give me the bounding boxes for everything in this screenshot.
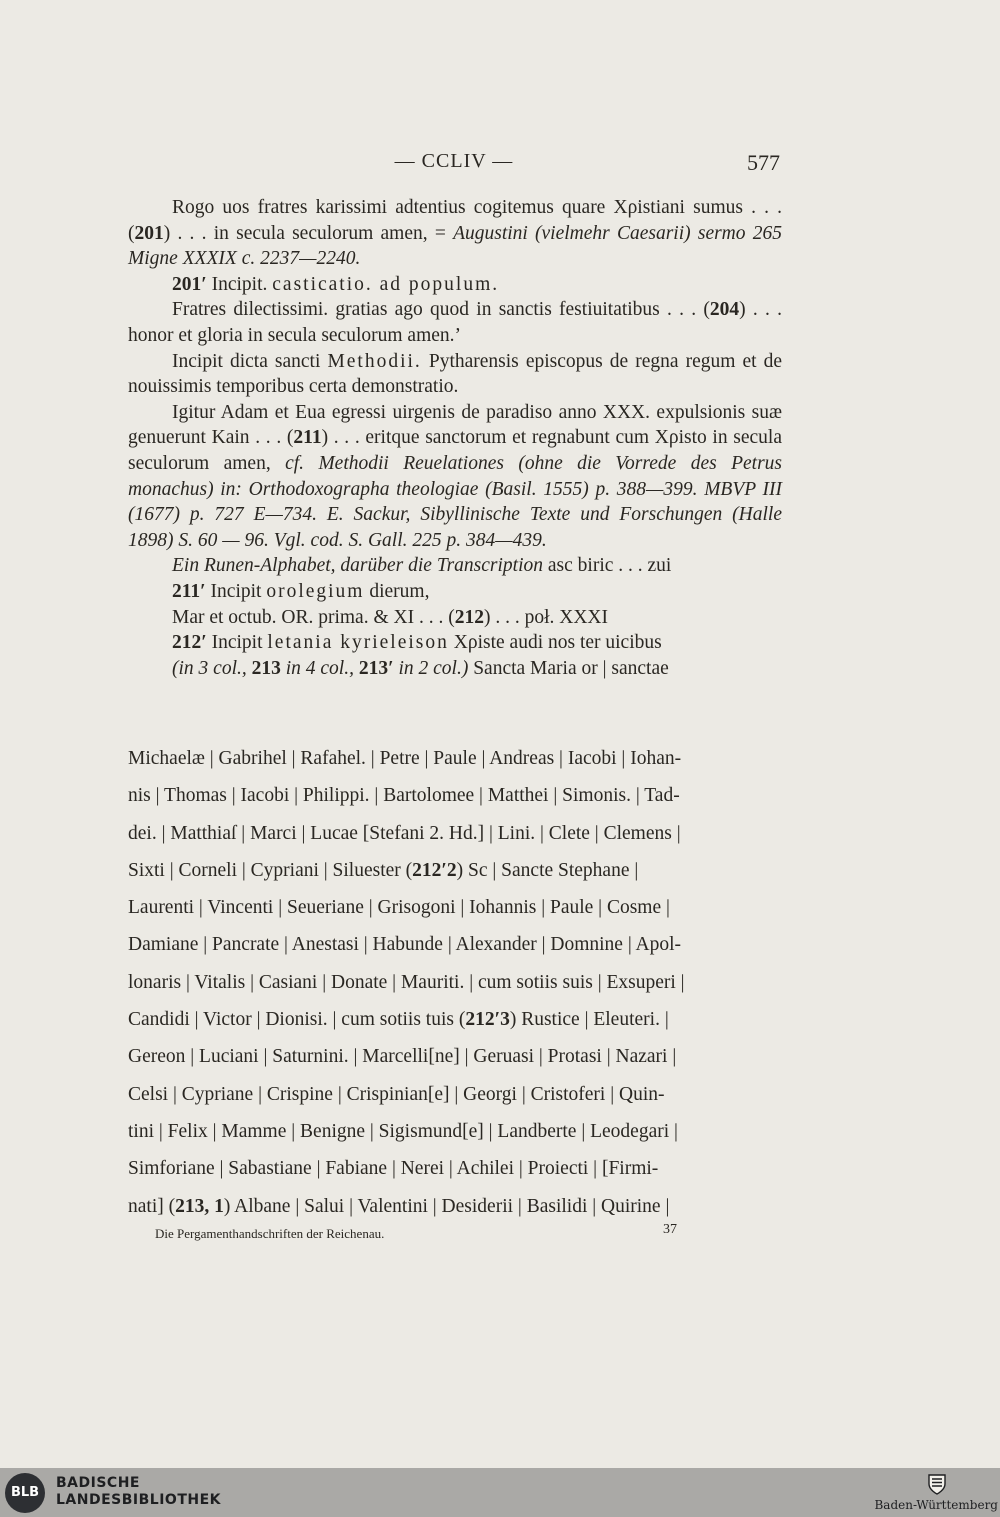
litany-line: nis | Thomas | Iacobi | Philippi. | Bartolomee | Matthei | Simonis. | Tad- — [128, 785, 680, 807]
litany-line: nati] (213, 1) Albane | Salui | Valentini | Desiderii | Basilidi | Quirine | — [128, 1195, 670, 1217]
litany-line: Gereon | Luciani | Saturnini. | Marcelli[ne] | Geruasi | Protasi | Nazari | — [128, 1046, 677, 1068]
litany-columns — [128, 740, 782, 1225]
paragraph-5: Igitur Adam et Eua egressi uirgenis de paradiso anno XXX. expulsionis suæ genuerunt Kain . . . (211) . . . eritque sanctorum et regnabunt cum Χρisto in secula seculorum amen, cf. Methodii Reuelationes (ohne die Vorrede des Petrus monachus) in: Orthodoxographa theologiae (Basil. 1555) p. 388—399. MBVP III (1677) p. 727 E—734. E. Sackur, Sibyllinische Texte und Forschungen (Halle 1898) S. 60 — 96. Vgl. cod. S. Gall. 225 p. 384—439. — [128, 401, 783, 551]
paragraph-8: Mar et octub. OR. prima. & XI . . . (212) . . . poł. XXXI — [172, 606, 608, 628]
litany-line: tini | Felix | Mamme | Benigne | Sigismund[e] | Landberte | Leodegari | — [128, 1120, 678, 1142]
litany-line: Celsi | Cypriane | Crispine | Crispinian[e] | Georgi | Cristoferi | Quin- — [128, 1083, 665, 1105]
litany-line: Michaelæ | Gabrihel | Rafahel. | Petre | Paule | Andreas | Iacobi | Iohan- — [128, 748, 682, 769]
page-footer — [155, 1222, 685, 1242]
running-head — [128, 150, 780, 180]
paragraph-2: 201′ Incipit. casticatio. ad populum. — [172, 273, 500, 295]
baden-wuerttemberg-crest-icon — [925, 1472, 949, 1496]
page-number: 577 — [747, 150, 780, 175]
paragraph-4: Incipit dicta sancti Methodii. Pytharensis episcopus de regna regum et de nouissimis temporibus certa demonstratio. — [128, 350, 782, 398]
litany-line: dei. | Matthiaſ | Marci | Lucae [Stefani 2. Hd.] | Lini. | Clete | Clemens | — [128, 822, 681, 844]
footer-book-title: Die Pergamenthandschriften der Reichenau. — [155, 1226, 385, 1241]
litany-line: Simforiane | Sabastiane | Fabiane | Nerei | Achilei | Proiecti | [Firmi- — [128, 1158, 659, 1180]
signature-mark: 37 — [663, 1222, 677, 1237]
litany-line: lonaris | Vitalis | Casiani | Donate | Mauriti. | cum sotiis suis | Exsuperi | — [128, 971, 685, 993]
blb-logo[interactable]: BLB — [5, 1473, 45, 1513]
paragraph-7: 211′ Incipit orolegium dierum, — [172, 580, 430, 602]
state-label: Baden-Württemberg — [874, 1498, 998, 1512]
paragraph-1: Rogo uos fratres karissimi adtentius cogitemus quare Χρistiani sumus . . . (201) . . . in secula seculorum amen, = Augustini (vielmehr Caesarii) sermo 265 Migne XXXIX c. 2237—2240. — [128, 197, 782, 270]
library-bar — [0, 1468, 1000, 1517]
paragraph-3: Fratres dilectissimi. gratias ago quod in sanctis festiuitatibus . . . (204) . . . honor et gloria in secula seculorum amen.’ — [128, 299, 782, 346]
paragraph-10: (in 3 col., 213 in 4 col., 213′ in 2 col.) Sancta Maria or | sanctae — [172, 657, 669, 679]
litany-line: Candidi | Victor | Dionisi. | cum sotiis tuis (212′3) Rustice | Eleuteri. | — [128, 1009, 669, 1031]
paragraph-9: 212′ Incipit letania kyrieleison Χρiste audi nos ter uicibus — [172, 632, 662, 654]
library-name[interactable]: BADISCHE LANDESBIBLIOTHEK — [56, 1475, 222, 1508]
body-text — [128, 195, 782, 681]
litany-line: Damiane | Pancrate | Anestasi | Habunde | Alexander | Domnine | Apol- — [128, 934, 682, 956]
litany-line: Sixti | Corneli | Cypriani | Siluester (212′2) Sc | Sancte Stephane | — [128, 859, 639, 881]
paragraph-6: Ein Runen-Alphabet, darüber die Transcription asc biric . . . zui — [172, 555, 672, 577]
litany-line: Laurenti | Vincenti | Seueriane | Grisogoni | Iohannis | Paule | Cosme | — [128, 897, 670, 919]
running-title: — CCLIV — — [394, 150, 514, 172]
